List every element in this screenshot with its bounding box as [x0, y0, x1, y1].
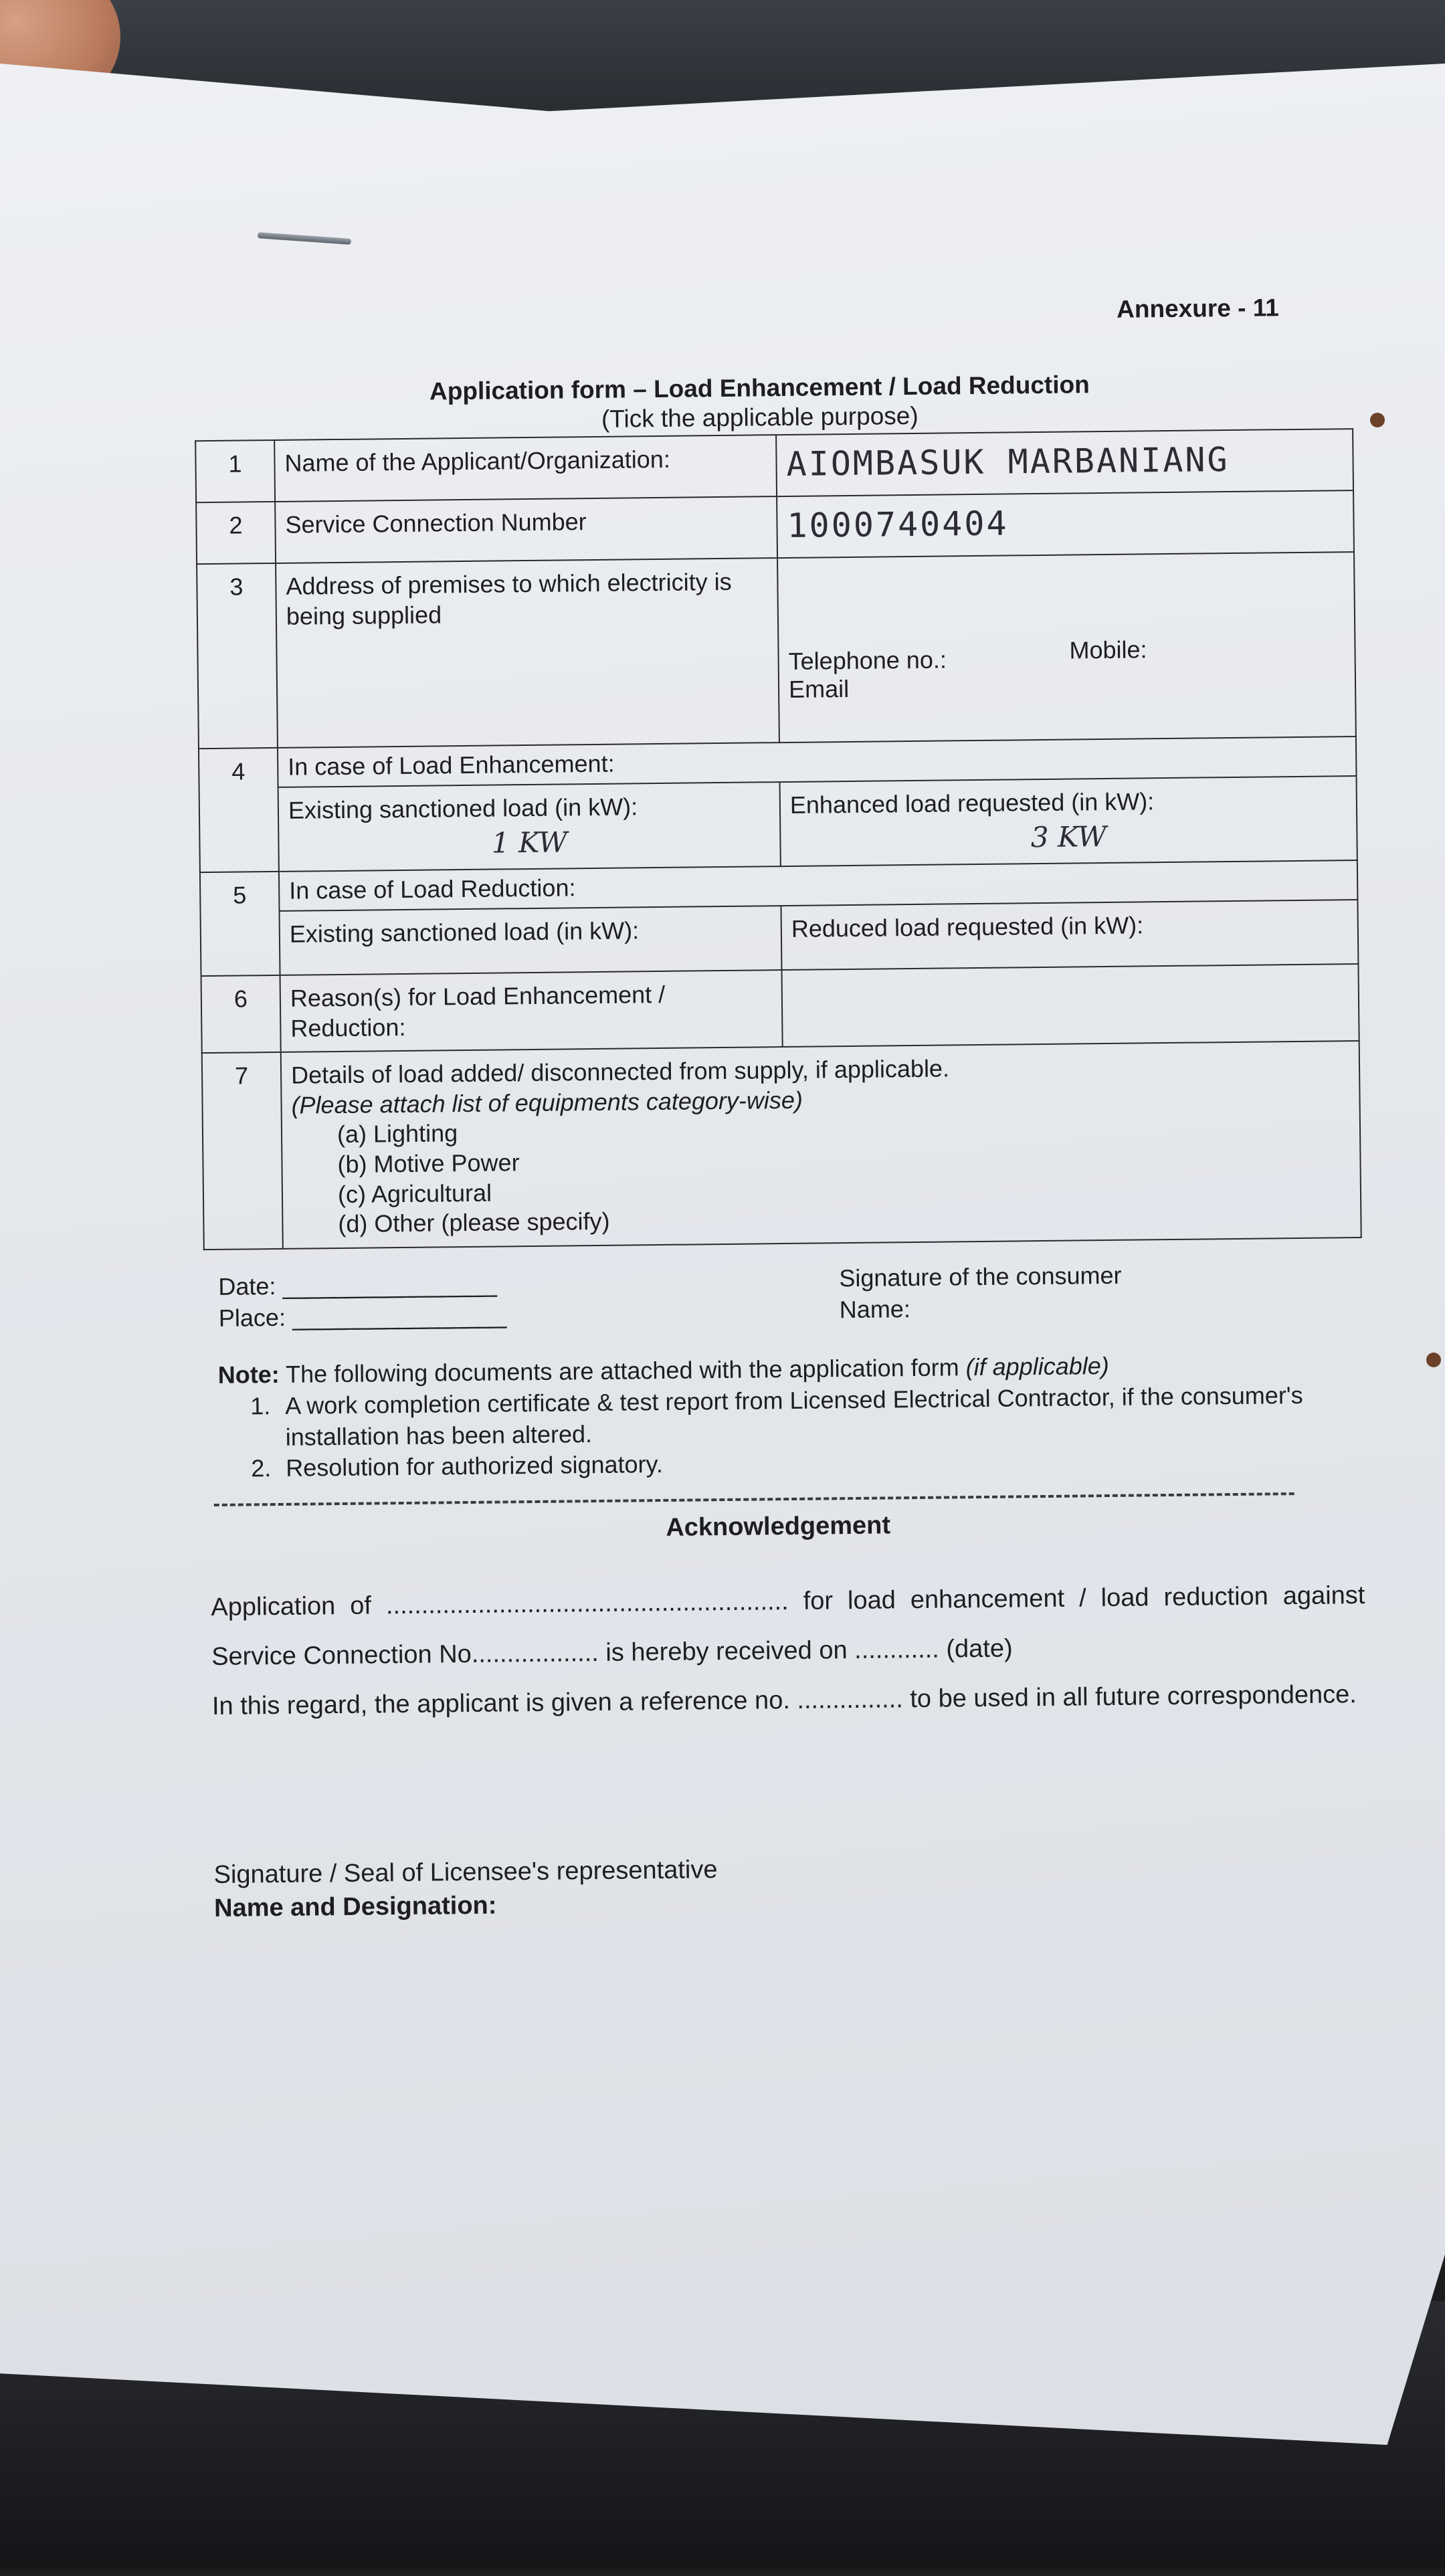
list-item: 1. A work completion certificate & test report from Licensed Electrical Contractor, if the consumer's installation has been altered.	[277, 1379, 1321, 1453]
licensee-signature-label: Signature / Seal of Licensee's representative	[213, 1856, 718, 1890]
row-number: 3	[197, 563, 278, 749]
telephone-label: Telephone no.:	[788, 646, 947, 675]
note-qualifier: (if applicable)	[965, 1351, 1109, 1381]
licensee-signature-block	[213, 1853, 718, 1925]
enhancement-existing-value: 1 KW	[491, 825, 568, 860]
application-table	[195, 428, 1362, 1250]
enhancement-requested-cell[interactable]	[780, 776, 1357, 867]
row-number: 2	[196, 502, 276, 564]
place-field[interactable]	[219, 1300, 507, 1334]
load-reduction-header: In case of Load Reduction:	[279, 860, 1358, 911]
list-item: (b) Motive Power	[337, 1149, 520, 1179]
reduction-existing-label[interactable]: Existing sanctioned load (in kW):	[280, 906, 782, 975]
mobile-label: Mobile:	[1069, 635, 1147, 664]
table-row	[195, 429, 1353, 502]
row-number: 5	[200, 872, 280, 976]
acknowledgement-body	[211, 1571, 1366, 1731]
load-details-note: (Please attach list of equipments category-wise)	[291, 1086, 803, 1119]
address-field[interactable]	[777, 552, 1356, 742]
email-label: Email	[788, 674, 850, 703]
row-number: 6	[201, 975, 281, 1053]
name-label: Name:	[839, 1295, 911, 1324]
place-label: Place:	[218, 1303, 286, 1332]
table-row	[201, 964, 1359, 1053]
row-number: 7	[202, 1052, 283, 1250]
note-section	[218, 1349, 1322, 1485]
service-connection-label: Service Connection Number	[275, 496, 777, 563]
load-details-cell[interactable]	[281, 1041, 1361, 1249]
form-subtitle: (Tick the applicable purpose)	[601, 401, 919, 433]
enhancement-requested-value: 3 KW	[1030, 820, 1107, 854]
enhancement-requested-label: Enhanced load requested (in kW):	[789, 787, 1155, 819]
note-text: The following documents are attached with the application form	[285, 1353, 959, 1388]
list-item: (a) Lighting	[336, 1119, 458, 1149]
note-list	[218, 1379, 1321, 1485]
reason-value[interactable]	[781, 964, 1359, 1047]
acknowledgement-title: Acknowledgement	[666, 1511, 891, 1542]
place-blank: ________________	[292, 1301, 507, 1331]
acknowledgement-paragraph: Application of ......................................................... for load enhancement / load reduction against Service Connection No.................. is hereby received on ............ (date)	[211, 1581, 1365, 1672]
table-row	[201, 900, 1359, 976]
name-designation-label: Name and Designation:	[213, 1891, 497, 1923]
table-row	[197, 552, 1356, 749]
note-label: Note:	[217, 1360, 280, 1389]
list-item: (d) Other (please specify)	[338, 1207, 610, 1238]
row-number: 1	[195, 440, 275, 502]
date-blank: ________________	[282, 1270, 497, 1300]
row-number: 4	[199, 748, 279, 873]
table-row	[199, 776, 1357, 873]
load-details-label: Details of load added/ disconnected from supply, if applicable.	[290, 1054, 950, 1089]
load-enhancement-header: In case of Load Enhancement:	[278, 736, 1357, 787]
date-label: Date:	[218, 1272, 276, 1300]
table-row	[196, 490, 1354, 564]
applicant-name-label: Name of the Applicant/Organization:	[274, 435, 777, 502]
form-title: Application form – Load Enhancement / Load Reduction	[429, 371, 1090, 405]
reduction-requested-label[interactable]: Reduced load requested (in kW):	[781, 900, 1358, 970]
date-field[interactable]	[218, 1269, 497, 1303]
table-row	[202, 1041, 1361, 1250]
enhancement-existing-label: Existing sanctioned load (in kW):	[288, 792, 638, 824]
separator-line	[214, 1492, 1294, 1506]
acknowledgement-paragraph: In this regard, the applicant is given a reference no. ............... to be used in all future correspondence.	[211, 1680, 1357, 1721]
applicant-name-value[interactable]: AIOMBASUK MARBANIANG	[776, 429, 1353, 496]
address-label: Address of premises to which electricity is being supplied	[276, 558, 779, 748]
list-item: 2. Resolution for authorized signatory.	[278, 1442, 1321, 1484]
service-connection-value[interactable]: 1000740404	[777, 490, 1354, 558]
list-item: (c) Agricultural	[337, 1179, 492, 1208]
load-category-list	[292, 1110, 1351, 1240]
annexure-label: Annexure - 11	[1116, 294, 1280, 323]
signature-label: Signature of the consumer	[839, 1261, 1122, 1292]
reason-label: Reason(s) for Load Enhancement / Reduction:	[280, 970, 783, 1052]
enhancement-existing-cell[interactable]	[278, 782, 781, 872]
